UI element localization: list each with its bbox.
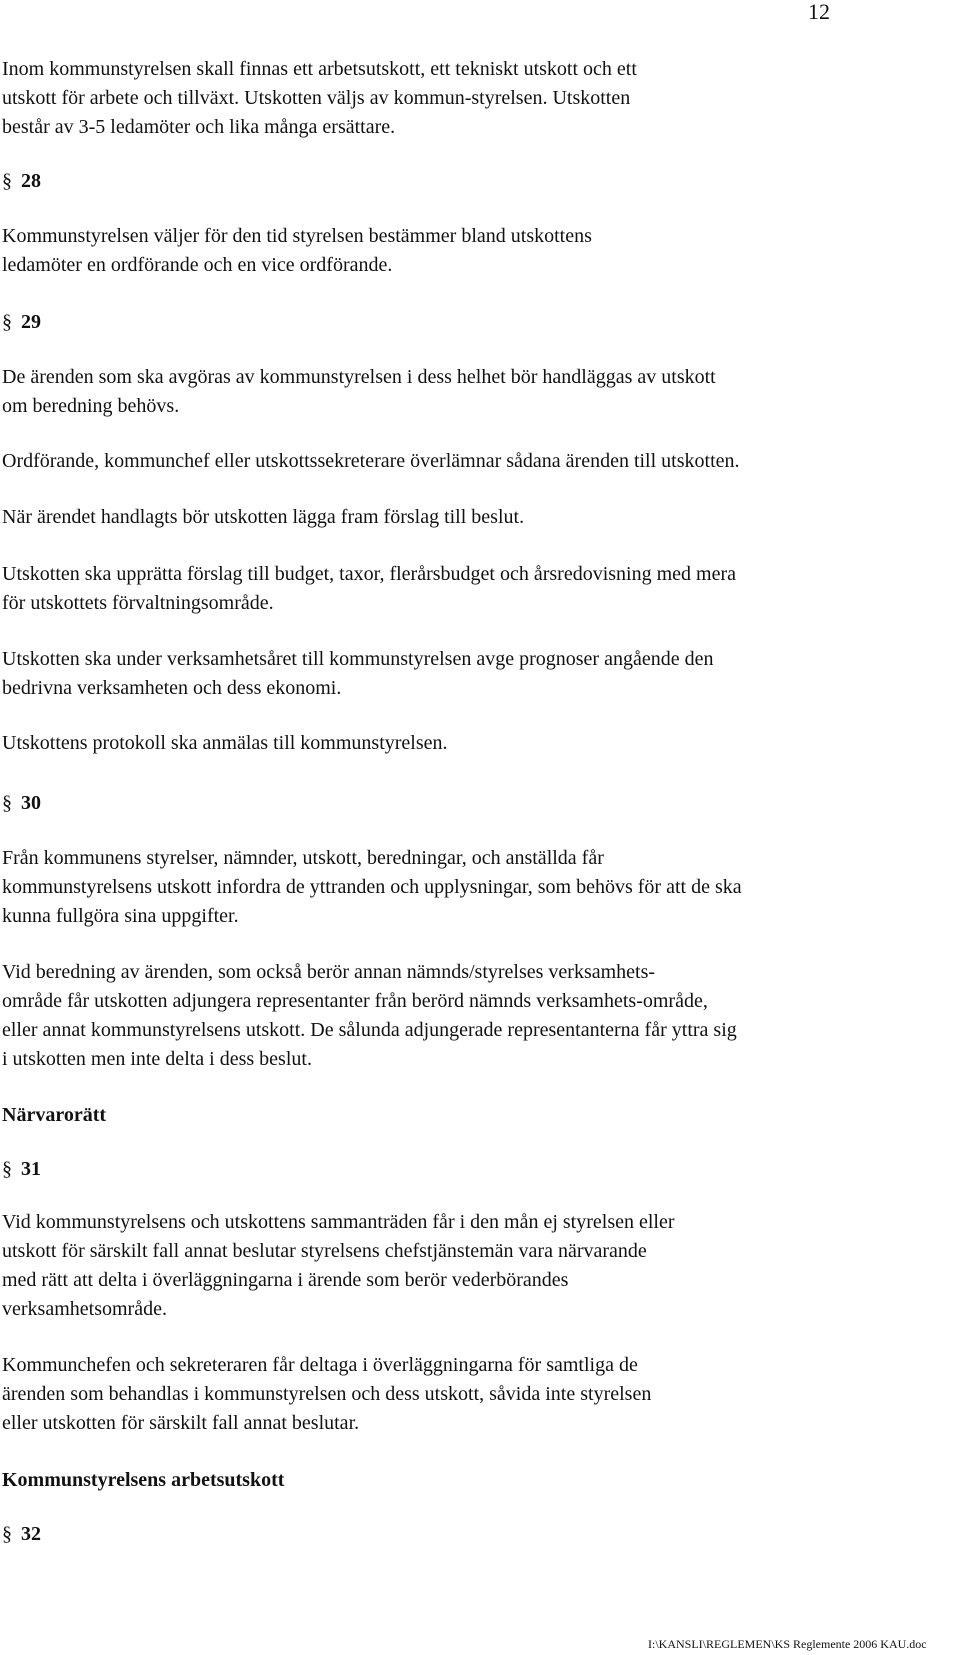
section-heading-32 bbox=[2, 1521, 41, 1547]
paragraph-overlamnar bbox=[2, 447, 740, 476]
heading-narvarorett: Närvarorätt bbox=[2, 1104, 107, 1126]
section-sign: § bbox=[2, 311, 12, 333]
text-line: kunna fullgöra sina uppgifter. bbox=[2, 905, 239, 927]
footer-file-path: I:\KANSLI\REGLEMEN\KS Reglemente 2006 KAU.doc bbox=[648, 1637, 927, 1651]
text-line: Från kommunens styrelser, nämnder, utskott, beredningar, och anställda får bbox=[2, 847, 604, 869]
text-line: Utskotten ska under verksamhetsåret till kommunstyrelsen avge prognoser angående den bbox=[2, 648, 714, 670]
text-line: Utskottens protokoll ska anmälas till kommunstyrelsen. bbox=[2, 732, 448, 754]
text-line: om beredning behövs. bbox=[2, 395, 180, 417]
section-number: 32 bbox=[21, 1523, 41, 1545]
text-line: De ärenden som ska avgöras av kommunstyrelsen i dess helhet bör handläggas av utskott bbox=[2, 366, 716, 388]
section-sign: § bbox=[2, 170, 12, 192]
text-line: Inom kommunstyrelsen skall finnas ett arbetsutskott, ett tekniskt utskott och ett bbox=[2, 58, 637, 80]
paragraph-yttranden bbox=[2, 844, 742, 931]
text-line: utskott för särskilt fall annat beslutar styrelsens chefstjänstemän vara närvarande bbox=[2, 1240, 647, 1262]
text-line: område får utskotten adjungera representanter från berörd nämnds verksamhets-område, bbox=[2, 990, 708, 1012]
text-line: Vid beredning av ärenden, som också berör annan nämnds/styrelses verksamhets- bbox=[2, 961, 656, 983]
section-sign: § bbox=[2, 792, 12, 814]
text-line: kommunstyrelsens utskott infordra de yttranden och upplysningar, som behövs för att de ska bbox=[2, 876, 742, 898]
text-line: eller annat kommunstyrelsens utskott. De sålunda adjungerade representanterna får yttra sig bbox=[2, 1019, 737, 1041]
heading-arbetsutskott: Kommunstyrelsens arbetsutskott bbox=[2, 1469, 285, 1491]
paragraph-narvarande bbox=[2, 1208, 675, 1324]
paragraph-prognoser bbox=[2, 645, 713, 703]
text-line: Ordförande, kommunchef eller utskottssekreterare överlämnar sådana ärenden till utskotten. bbox=[2, 450, 740, 472]
section-number: 29 bbox=[21, 311, 41, 333]
page-number: 12 bbox=[808, 0, 830, 24]
text-line: bedrivna verksamheten och dess ekonomi. bbox=[2, 677, 342, 699]
section-number: 30 bbox=[21, 792, 41, 814]
text-line: Vid kommunstyrelsens och utskottens sammanträden får i den mån ej styrelsen eller bbox=[2, 1211, 675, 1233]
text-line: med rätt att delta i överläggningarna i ärende som berör vederbörandes bbox=[2, 1269, 569, 1291]
text-line: Utskotten ska upprätta förslag till budget, taxor, flerårsbudget och årsredovisning med mera bbox=[2, 563, 736, 585]
section-heading-28 bbox=[2, 168, 41, 194]
paragraph-kommunchefen bbox=[2, 1351, 651, 1438]
paragraph-adjungera bbox=[2, 958, 737, 1074]
text-line: Kommunchefen och sekreteraren får deltaga i överläggningarna för samtliga de bbox=[2, 1354, 638, 1376]
section-heading-29 bbox=[2, 309, 41, 335]
text-line: När ärendet handlagts bör utskotten lägga fram förslag till beslut. bbox=[2, 506, 525, 528]
section-number: 28 bbox=[21, 170, 41, 192]
text-line: eller utskotten för särskilt fall annat beslutar. bbox=[2, 1412, 360, 1434]
paragraph-forslag bbox=[2, 503, 524, 532]
text-line: ärenden som behandlas i kommunstyrelsen och dess utskott, såvida inte styrelsen bbox=[2, 1383, 652, 1405]
text-line: ledamöter en ordförande och en vice ordförande. bbox=[2, 254, 393, 276]
text-line: i utskotten men inte delta i dess beslut. bbox=[2, 1048, 312, 1070]
section-heading-30 bbox=[2, 790, 41, 816]
text-line: består av 3-5 ledamöter och lika många ersättare. bbox=[2, 116, 396, 138]
text-line: för utskottets förvaltningsområde. bbox=[2, 592, 274, 614]
paragraph-budget bbox=[2, 560, 736, 618]
paragraph-ordforande bbox=[2, 222, 592, 280]
section-sign: § bbox=[2, 1158, 12, 1180]
text-line: utskott för arbete och tillväxt. Utskotten väljs av kommun-styrelsen. Utskotten bbox=[2, 87, 631, 109]
section-number: 31 bbox=[21, 1158, 41, 1180]
text-line: Kommunstyrelsen väljer för den tid styrelsen bestämmer bland utskottens bbox=[2, 225, 592, 247]
section-heading-31 bbox=[2, 1156, 41, 1182]
paragraph-utskott-intro bbox=[2, 55, 637, 142]
paragraph-protokoll bbox=[2, 729, 448, 758]
paragraph-arenden bbox=[2, 363, 716, 421]
text-line: verksamhetsområde. bbox=[2, 1298, 167, 1320]
section-sign: § bbox=[2, 1523, 12, 1545]
